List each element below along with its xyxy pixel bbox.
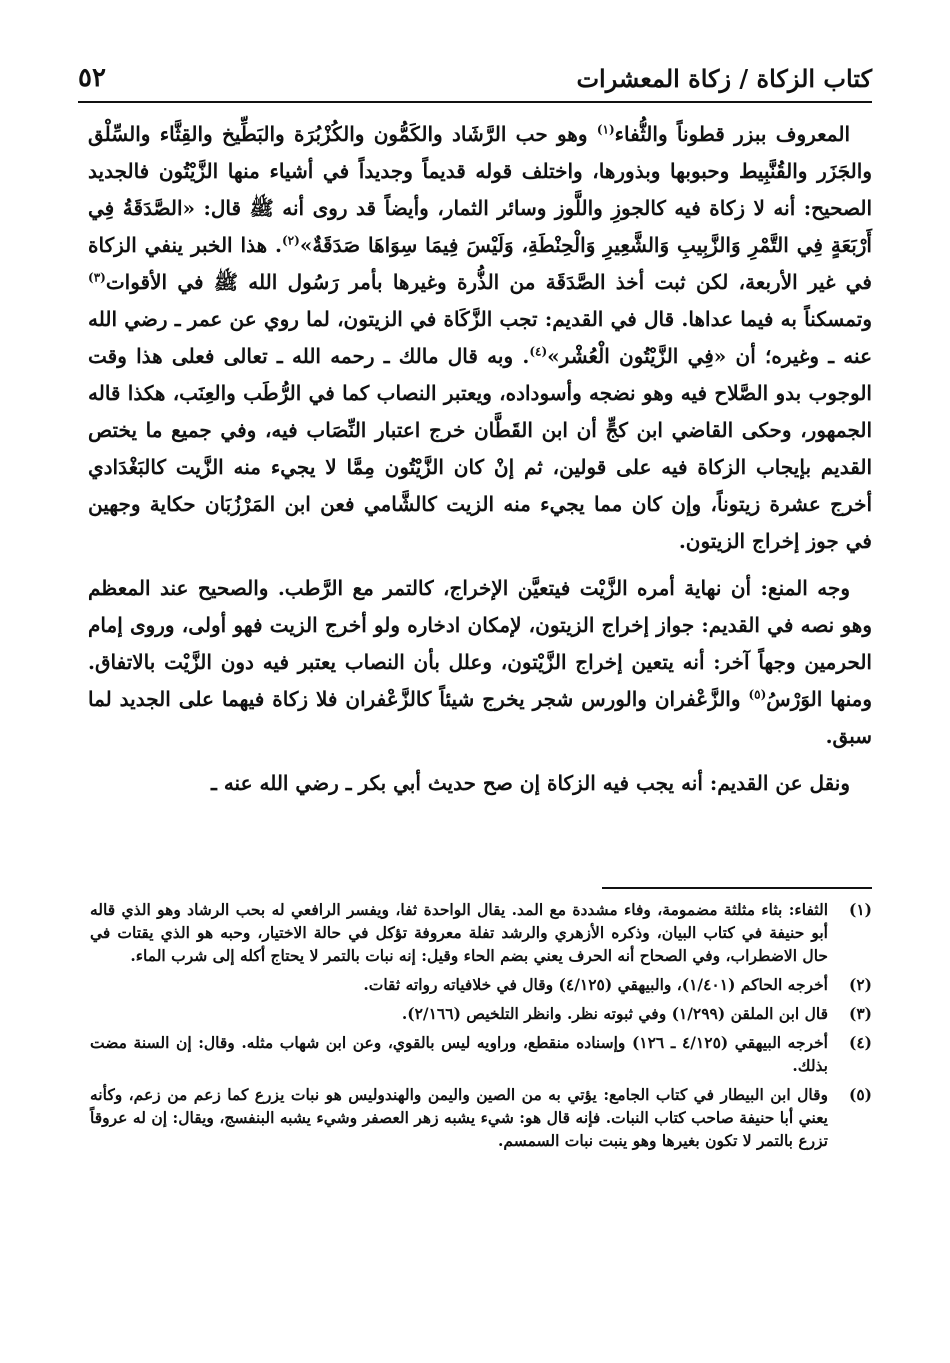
text-run: وتمسكناً به فيما عداها. قال في القديم: تجب الزَّكَاة في الزيتون، لما روي عن عمر ـ رضي الله عنه ـ وغيره؛ أن «فِي الزَّيْتُون الْعُشْر» (88, 307, 873, 368)
text-run: . هذا الخبر ينفي الزكاة في غير الأربعة، لكن ثبت أخذ الصَّدَقَة من الذُّرة وغيرها بأمر رَسُول الله ﷺ في الأقوات (88, 233, 872, 294)
text-run: والزَّعْفران والورس شجر يخرج شيئاً كالزَّعْفران فلا زكاة فيهما على الجديد لما سبق. (88, 687, 872, 748)
footnotes (90, 898, 872, 1158)
text-run: وجه المنع: أن نهاية أمره الزَّيْت فيتعيَّن الإخراج، كالتمر مع الرَّطب. والصحيح عند المعظم وهو نصه في القديم: جواز إخراج الزيتون، لإمكان ادخاره ولو أخرج الزيت فهو أولى، وروى إمام الحرمين وجهاً آخر: أنه يتعين إخراج الزَّيْتون، وعلل بأن النصاب يعتبر فيه دون الزَّيْت بالاتفاق. ومنها الوَرْسُ (88, 576, 872, 711)
footnote-ref-2[interactable]: (٢) (281, 233, 300, 248)
text-run: ونقل عن القديم: أنه يجب فيه الزكاة إن صح حديث أبي بكر ـ رضي الله عنه ـ (211, 771, 850, 795)
footnote-ref-4[interactable]: (٤) (529, 344, 548, 359)
footnote-number: (٢) (848, 975, 872, 994)
footnote-text: الثفاء: بثاء مثلثة مضمومة، وفاء مشددة مع المد. يقال الواحدة ثفا، ويفسر الرافعي له بحب الرشاد وهو الذي قاله أبو حنيفة في كتاب البيان، وذكره الأزهري والرشد تفلة معروفة تؤكل في حالة الاختيار، وحبه هو الذي يقتات في حال الاضطراب، وفي الصحاح أنه الحرف يعني بضم الحاء وقيل: إنه نبات بالتمر لا يحتاج أكله إلى شرب الماء. (90, 900, 828, 965)
paragraph-3 (88, 765, 872, 802)
footnote-text: أخرجه الحاكم (١/٤٠١)، والبيهقي (٤/١٢٥) وقال في خلافياته رواته ثقات. (363, 975, 828, 994)
footnote-1 (90, 898, 872, 967)
main-text (88, 116, 872, 812)
running-header (78, 58, 872, 98)
text-run: وهو حب الرَّشَاد والكَمُّون والكُزْبُرَة والبَطِّيخ والقِثَّاء والسِّلْق والجَزَر والقُنَّبِيط وحبوبها وبذورها، واختلف قوله قديماً وجديداً في أشياء منها الزَّيْتُون فالجديد الصحيح: أنه لا زكاة فيه كالجوزِ واللَّوز وسائر الثمار، وأيضاً قد روى أنه ﷺ قال: «الصَّدَقَةُ فِي أَرْبَعَةٍ فِي التَّمْرِ وَالزَّبِيبِ وَالشَّعِيرِ وَالْحِنْطَةِ، وَلَيْسَ فِيمَا سِوَاهَا صَدَقَةٌ» (88, 122, 872, 257)
paragraph-2 (88, 570, 872, 755)
footnote-3 (90, 1002, 872, 1025)
footnote-number: (٤) (848, 1033, 872, 1052)
running-title: كتاب الزكاة / زكاة المعشرات (576, 63, 872, 93)
footnote-ref-1[interactable]: (١) (596, 122, 615, 137)
text-run: المعروف ببزر قطوناً والثُّفاء (614, 122, 851, 146)
footnote-text: قال ابن الملقن (١/٢٩٩) وفي ثبوته نظر. وانظر التلخيص (٢/١٦٦). (401, 1004, 828, 1023)
footnote-number: (٣) (848, 1004, 872, 1023)
footnote-text: وقال ابن البيطار في كتاب الجامع: يؤتي به من الصين واليمن والهندوليس هو نبات يزرع كما زعم من زعم، وكأنه يعني أبا حنيفة صاحب كتاب النبات. فإنه قال هو: شيء يشبه زهر العصفر وشيء يشبه البنفسج، ويقال: إن له عروقاً تزرع بالتمر لا تكون بغيرها وهو ينبت نبات السمسم. (90, 1085, 828, 1150)
page-number: ٥٢ (78, 63, 106, 93)
footnote-5 (90, 1083, 872, 1152)
footnote-number: (٥) (848, 1085, 872, 1104)
footnote-ref-5[interactable]: (٥) (748, 687, 767, 702)
paragraph-1 (88, 116, 872, 560)
header-rule (78, 101, 872, 103)
footnote-separator (602, 887, 872, 889)
text-run: . وبه قال مالك ـ رحمه الله ـ تعالى فعلى هذا وقت الوجوب بدو الصَّلاح فيه وهو نضجه وأسوداده، ويعتبر النصاب كما في الرُّطَب والعِنَب، هكذا قاله الجمهور، وحكى القاضي ابن كجٍّ أن ابن القَطَّان خرج اعتبار النِّصَاب فيه، وفي جميع ما يختص القديم بإيجاب الزكاة فيه على قولين، ثم إنْ كان الزَّيْتُون مِمَّا لا يجيء منه الزَّيت كالبَغْدَادي أخرج عشرة زيتوناً، وإن كان مما يجيء منه الزيت كالشَّامي فعن ابن المَرْزُبَان حكاية وجهين في جوز إخراج الزيتون. (88, 344, 872, 553)
footnote-text: أخرجه البيهقي (٤/١٢٥ ـ ١٢٦) وإسناده منقطع، وراويه ليس بالقوي، وعن ابن شهاب مثله. وقال: إن السنة مضت بذلك. (90, 1033, 828, 1075)
footnote-number: (١) (848, 900, 872, 919)
footnote-2 (90, 973, 872, 996)
footnote-ref-3[interactable]: (٣) (88, 270, 106, 285)
footnote-4 (90, 1031, 872, 1077)
